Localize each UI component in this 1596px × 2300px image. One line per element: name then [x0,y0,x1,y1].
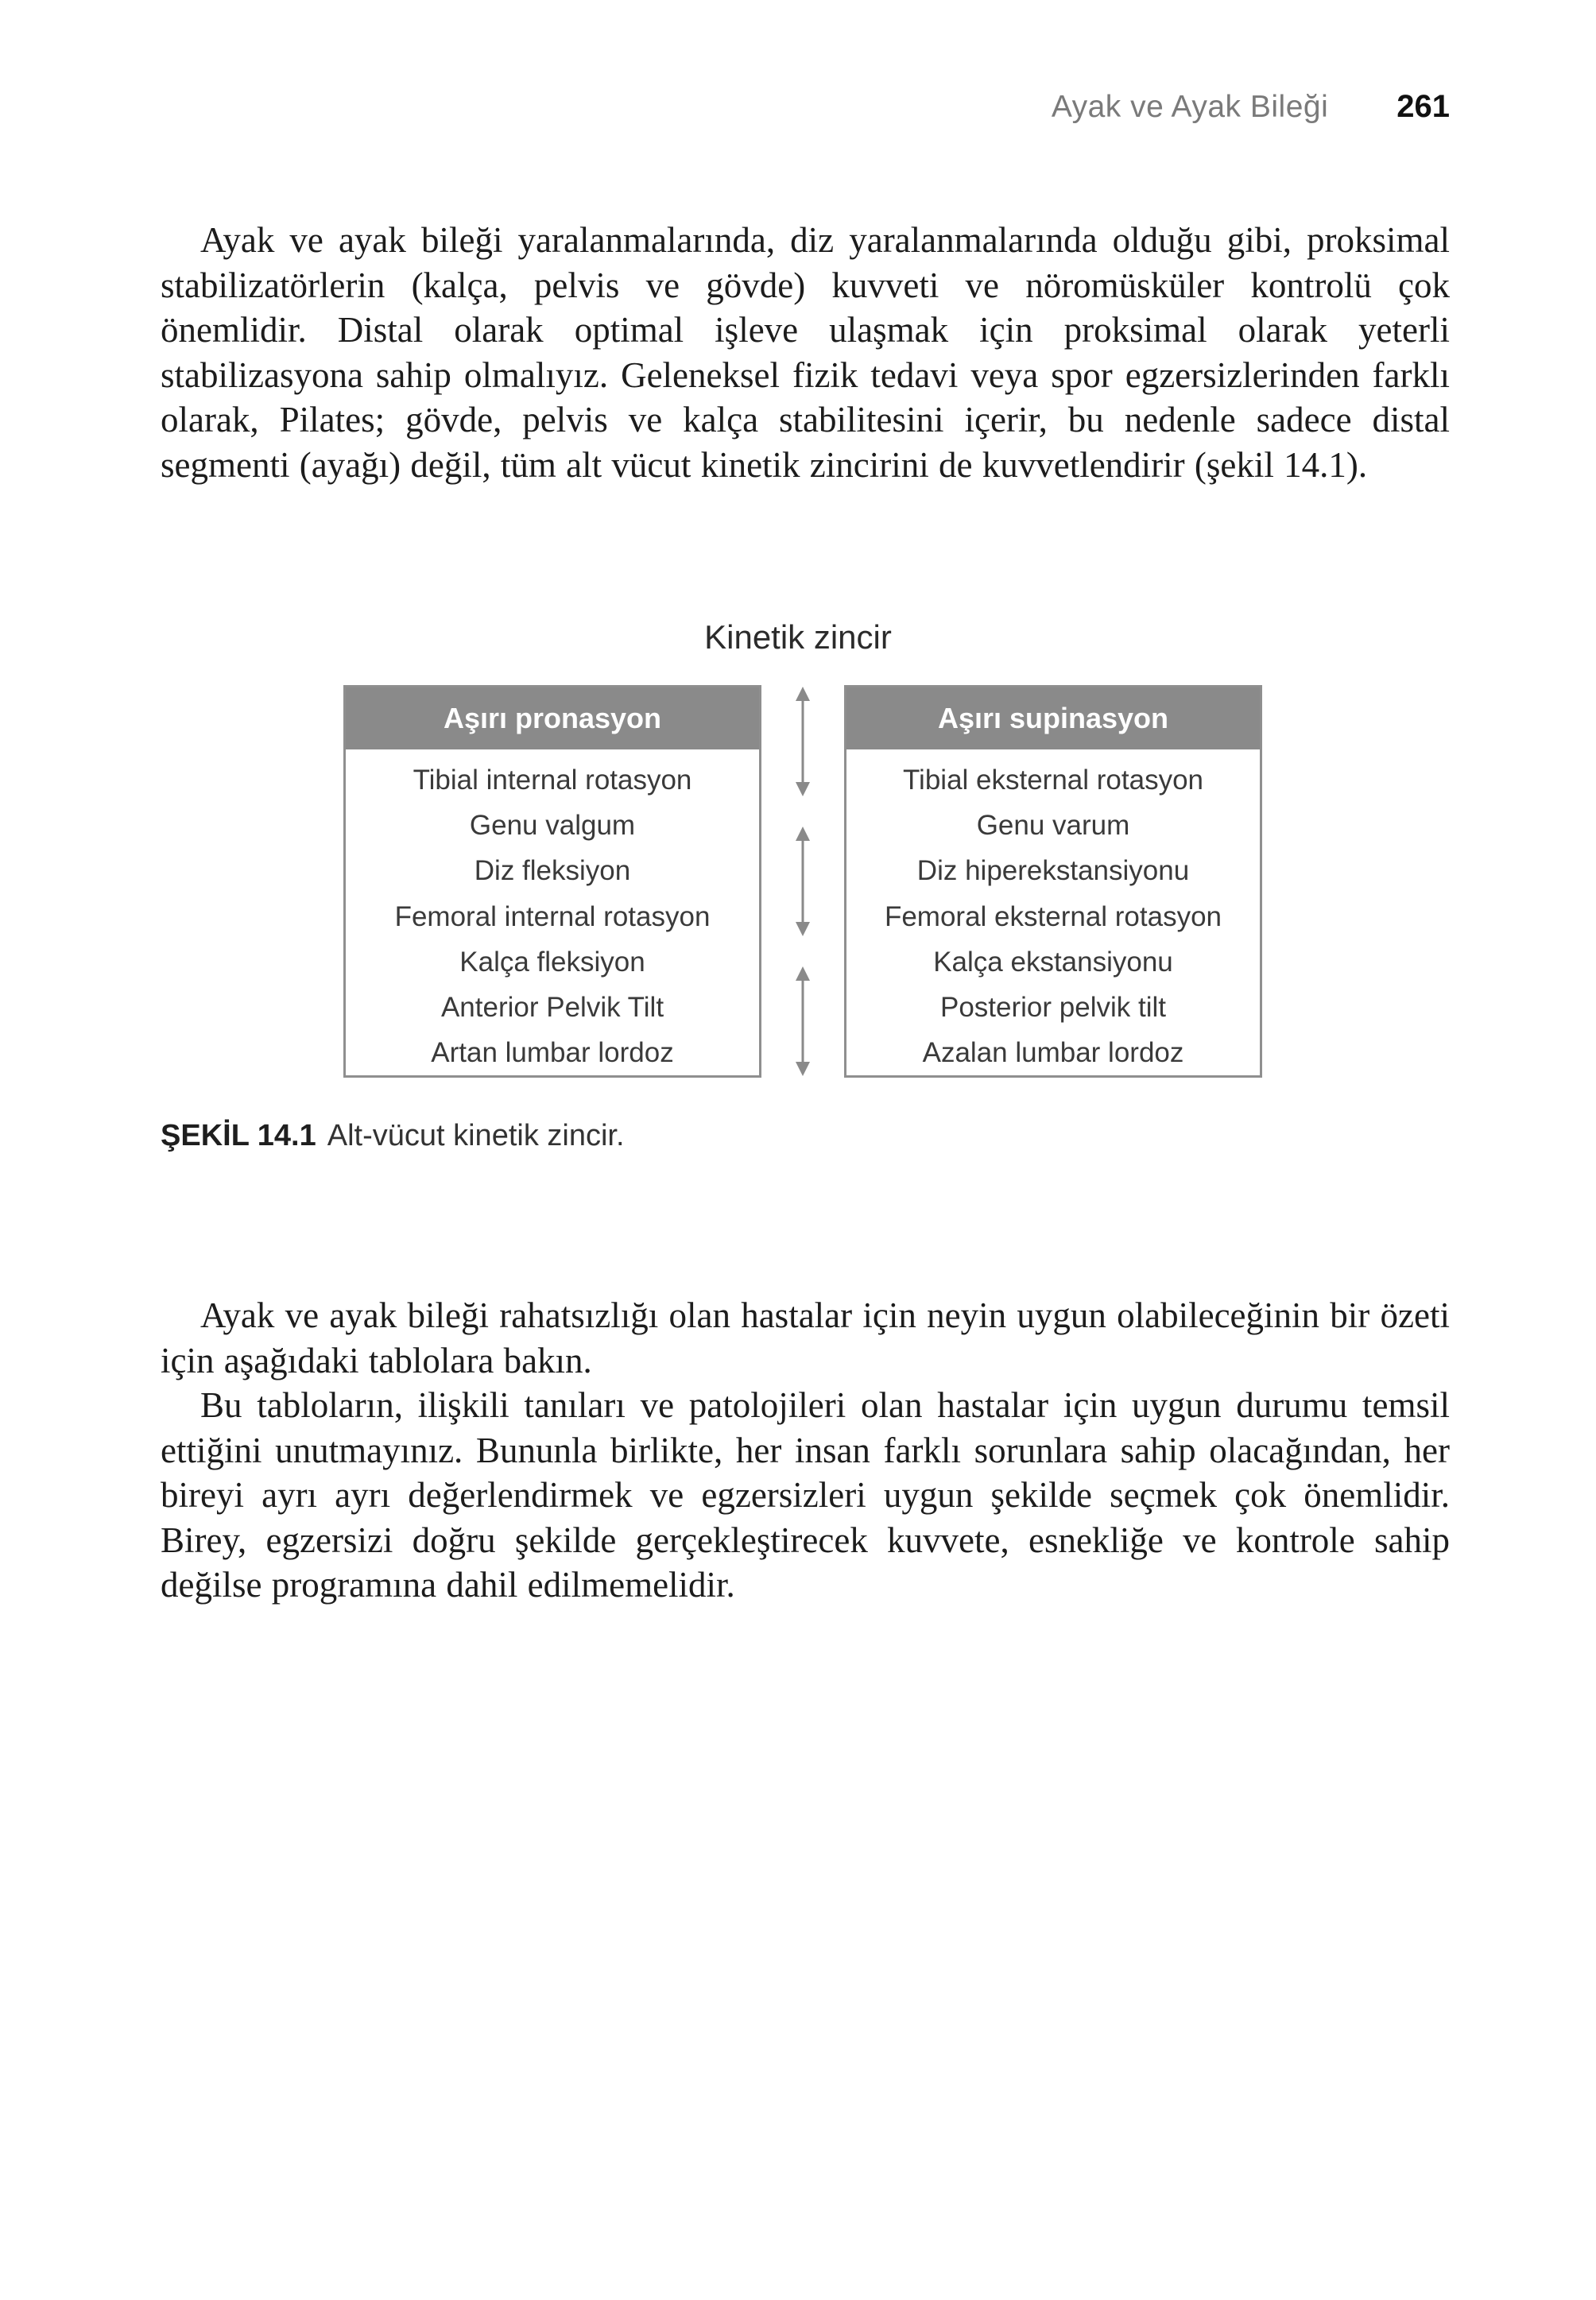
oversupination-box [844,685,1262,1078]
paragraph: Ayak ve ayak bileği yaralanmalarında, diz yaralanmalarında olduğu gibi, proksimal stabilizatörlerin (kalça, pelvis ve gövde) kuvveti ve nöromüsküler kontrolü çok önemlidir. Distal olarak optimal işleve ulaşmak için proksimal olarak yeterli stabilizasyona sahip olmalıyız. Geleneksel fizik tedavi veya spor egzersizlerinden farklı olarak, Pilates; gövde, pelvis ve kalça stabilitesini içerir, bu nedenle sadece distal segmenti (ayağı) değil, tüm alt vücut kinetik zincirini de kuvvetlendirir (şekil 14.1). [161,220,1450,485]
list-item: Posterior pelvik tilt [940,991,1166,1023]
figure-title: Kinetik zincir [704,618,892,656]
caption-label: ŞEKİL 14.1 [161,1119,316,1152]
oversupination-header: Aşırı supinasyon [846,687,1260,749]
caption-text: Alt-vücut kinetik zincir. [327,1119,625,1152]
list-item: Genu valgum [469,810,636,842]
double-arrow-icon [796,687,810,796]
list-item: Diz fleksiyon [474,855,631,887]
list-item: Genu varum [976,810,1130,842]
overpronation-box [343,685,761,1078]
figure-caption [161,1119,625,1153]
list-item: Diz hiperekstansiyonu [916,855,1190,887]
list-item: Kalça fleksiyon [459,946,645,978]
list-item: Kalça ekstansiyonu [933,946,1173,978]
list-item: Tibial internal rotasyon [413,765,692,796]
list-item: Tibial eksternal rotasyon [902,765,1204,796]
section-title: Ayak ve Ayak Bileği [1051,90,1329,124]
overpronation-header: Aşırı pronasyon [346,687,759,749]
oversupination-list [846,749,1260,1075]
body-text-top [161,218,1450,487]
body-text-bottom [161,1293,1450,1608]
overpronation-list [346,749,759,1075]
list-item: Anterior Pelvik Tilt [440,991,664,1023]
paragraph: Ayak ve ayak bileği rahatsızlığı olan hastalar için neyin uygun olabileceğinin bir özeti için aşağıdaki tablolara bakın. [161,1295,1450,1380]
list-item: Femoral internal rotasyon [394,900,711,932]
list-item: Azalan lumbar lordoz [922,1037,1184,1069]
double-arrows [779,680,827,1086]
double-arrow-icon [796,827,810,936]
running-head [1052,89,1450,125]
page-number: 261 [1396,89,1450,124]
paragraph: Bu tabloların, ilişkili tanıları ve patolojileri olan hastalar için uygun durumu temsil ettiğini unutmayınız. Bununla birlikte, her insan farklı sorunlara sahip olacağından, her bireyi ayrı ayrı değerlendirmek ve egzersizleri uygun şekilde seçmek çok önemlidir. Birey, egzersizi doğru şekilde gerçekleştirecek kuvvete, esnekliğe ve kontrole sahip değilse programına dahil edilmemelidir. [161,1385,1450,1605]
list-item: Artan lumbar lordoz [431,1037,674,1069]
double-arrow-icon [796,966,810,1076]
list-item: Femoral eksternal rotasyon [884,900,1222,932]
